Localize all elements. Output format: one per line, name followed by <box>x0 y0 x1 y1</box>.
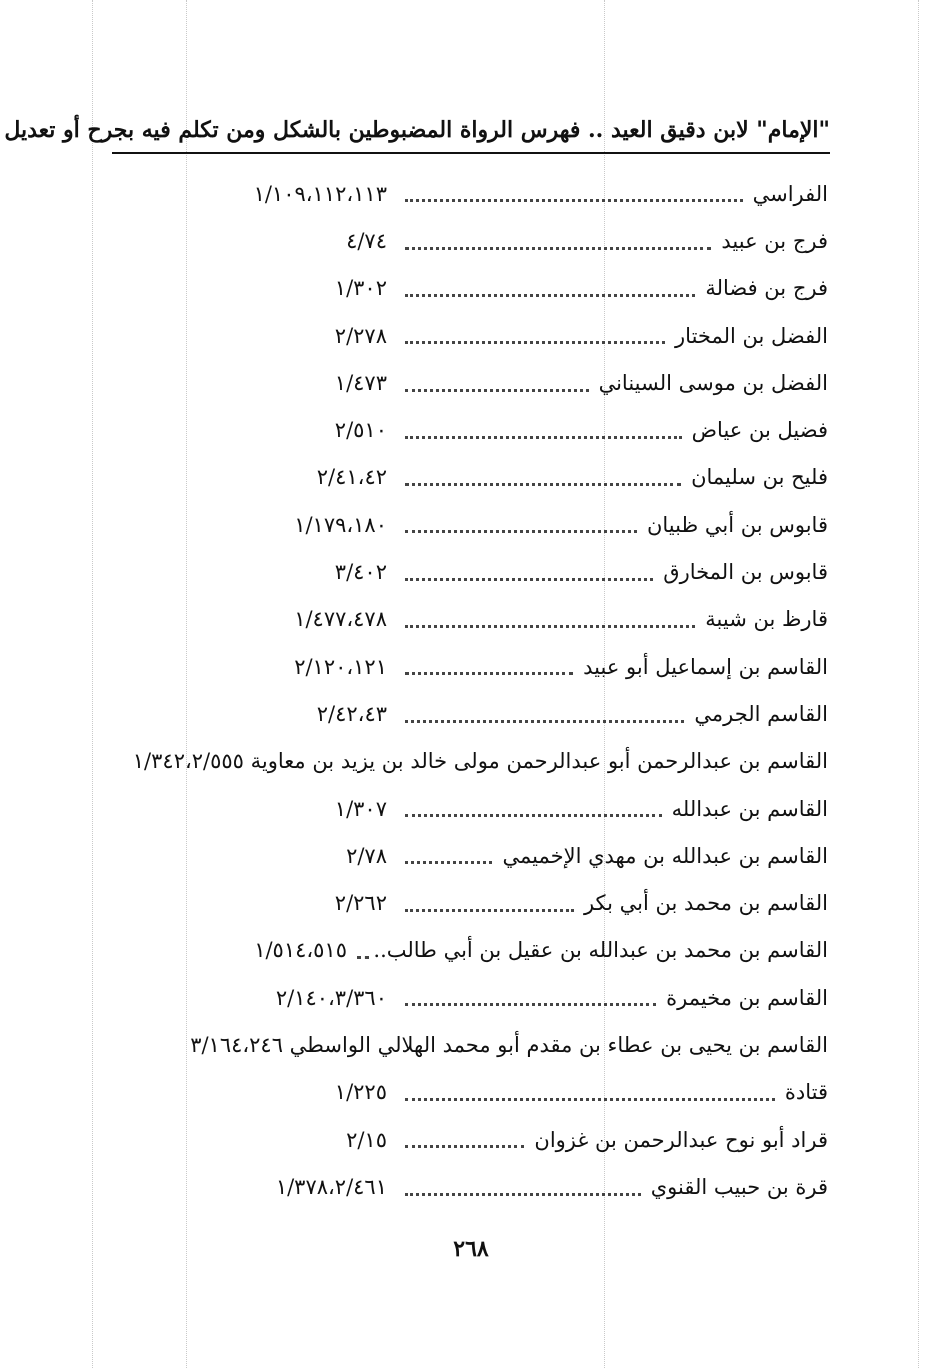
dot-leader <box>357 956 369 959</box>
index-entry <box>120 501 832 548</box>
scan-guide-line <box>92 0 93 1368</box>
narrator-name: القاسم بن مخيمرة <box>666 985 828 1010</box>
volume-page-reference: ٢/١٥ <box>346 1127 387 1152</box>
index-entry <box>120 312 832 359</box>
narrator-name: القاسم بن محمد بن أبي بكر <box>583 891 828 916</box>
narrator-name: فضيل بن عياض <box>691 418 828 443</box>
index-entry <box>120 170 832 217</box>
narrator-name: قارظ بن شيبة <box>705 607 828 632</box>
dot-leader <box>405 389 589 392</box>
index-entry <box>120 548 832 595</box>
index-entry <box>120 832 832 879</box>
volume-page-reference: ٢/١٢٠،١٢١ <box>294 654 387 679</box>
narrator-name: قرة بن حبيب القنوي <box>650 1174 828 1199</box>
dot-leader <box>405 861 492 864</box>
volume-page-reference: ٤/٧٤ <box>346 228 387 253</box>
dot-leader <box>405 578 653 581</box>
dot-leader <box>405 294 695 297</box>
narrator-name: القاسم الجرمي <box>694 701 828 726</box>
index-entry <box>120 974 832 1021</box>
index-entry <box>120 1021 832 1068</box>
volume-page-reference: ١/٤٧٣ <box>334 370 387 395</box>
narrator-name: القاسم بن إسماعيل أبو عبيد <box>583 654 828 679</box>
narrator-name: القاسم بن عبدالله <box>671 796 828 821</box>
narrator-name: الفضل بن موسى السيناني <box>598 370 828 395</box>
narrator-name: فرج بن عبيد <box>721 228 828 253</box>
dot-leader <box>405 530 637 533</box>
index-entry <box>120 406 832 453</box>
narrator-name: فليح بن سليمان <box>691 465 828 490</box>
volume-page-reference: ١/١٠٩،١١٢،١١٣ <box>253 181 387 206</box>
narrator-name: القاسم بن يحيى بن عطاء بن مقدم أبو محمد الهلالي الواسطي ٣/١٦٤،٢٤٦ <box>190 1032 828 1057</box>
volume-page-reference: ٢/٧٨ <box>346 843 387 868</box>
narrator-name: القاسم بن عبدالله بن مهدي الإخميمي <box>502 843 828 868</box>
index-entry <box>120 643 832 690</box>
narrator-name: قابوس بن أبي ظبيان <box>646 512 828 537</box>
dot-leader <box>405 247 711 250</box>
volume-page-reference: ٢/٤٢،٤٣ <box>316 701 387 726</box>
volume-page-reference: ٢/٤١،٤٢ <box>316 465 387 490</box>
narrator-name: القاسم بن محمد بن عبدالله بن عقيل بن أبي طالب.. <box>373 938 828 963</box>
volume-page-reference: ١/٣٧٨،٢/٤٦١ <box>275 1174 387 1199</box>
scan-guide-line <box>918 0 919 1368</box>
index-entry <box>120 454 832 501</box>
narrator-name: فرج بن فضالة <box>705 276 828 301</box>
narrator-name: الفضل بن المختار <box>675 323 828 348</box>
dot-leader <box>405 1193 641 1196</box>
narrator-name: القاسم بن عبدالرحمن أبو عبدالرحمن مولى خالد بن يزيد بن معاوية ١/٣٤٢،٢/٥٥٥ <box>132 749 828 774</box>
index-entry <box>120 1163 832 1210</box>
page-number: ٢٦٨ <box>453 1236 489 1262</box>
index-entry <box>120 785 832 832</box>
volume-page-reference: ٢/١٤٠،٣/٣٦٠ <box>275 985 387 1010</box>
running-header: "الإمام" لابن دقيق العيد .. فهرس الرواة المضبوطين بالشكل ومن تكلم فيه بجرح أو تعديل <box>112 112 830 154</box>
dot-leader <box>405 672 573 675</box>
index-entry <box>120 265 832 312</box>
dot-leader <box>405 199 743 202</box>
index-entry <box>120 879 832 926</box>
volume-page-reference: ٢/٢٦٢ <box>334 891 387 916</box>
index-entry <box>120 217 832 264</box>
index-entry <box>120 1069 832 1116</box>
index-entry <box>120 738 832 785</box>
index-entries <box>120 170 832 1211</box>
dot-leader <box>405 436 682 439</box>
volume-page-reference: ٣/٤٠٢ <box>334 560 387 585</box>
index-entry <box>120 596 832 643</box>
dot-leader <box>405 814 662 817</box>
dot-leader <box>405 625 695 628</box>
index-entry <box>120 927 832 974</box>
volume-page-reference: ١/٤٧٧،٤٧٨ <box>294 607 387 632</box>
narrator-name: قتادة <box>784 1080 828 1105</box>
volume-page-reference: ١/٣٠٢ <box>334 276 387 301</box>
dot-leader <box>405 341 665 344</box>
volume-page-reference: ٢/٥١٠ <box>334 418 387 443</box>
index-entry <box>120 690 832 737</box>
volume-page-reference: ١/٢٢٥ <box>334 1080 387 1105</box>
dot-leader <box>405 909 574 912</box>
volume-page-reference: ٢/٢٧٨ <box>334 323 387 348</box>
dot-leader <box>405 483 681 486</box>
narrator-name: الفراسي <box>752 181 828 206</box>
dot-leader <box>405 1098 775 1101</box>
index-entry <box>120 1116 832 1163</box>
volume-page-reference: ١/٥١٤،٥١٥ <box>254 938 347 963</box>
narrator-name: قراد أبو نوح عبدالرحمن بن غزوان <box>534 1127 828 1152</box>
volume-page-reference: ١/١٧٩،١٨٠ <box>294 512 387 537</box>
dot-leader <box>405 720 684 723</box>
narrator-name: قابوس بن المخارق <box>663 560 828 585</box>
dot-leader <box>405 1145 524 1148</box>
dot-leader <box>405 1003 656 1006</box>
index-entry <box>120 359 832 406</box>
volume-page-reference: ١/٣٠٧ <box>334 796 387 821</box>
